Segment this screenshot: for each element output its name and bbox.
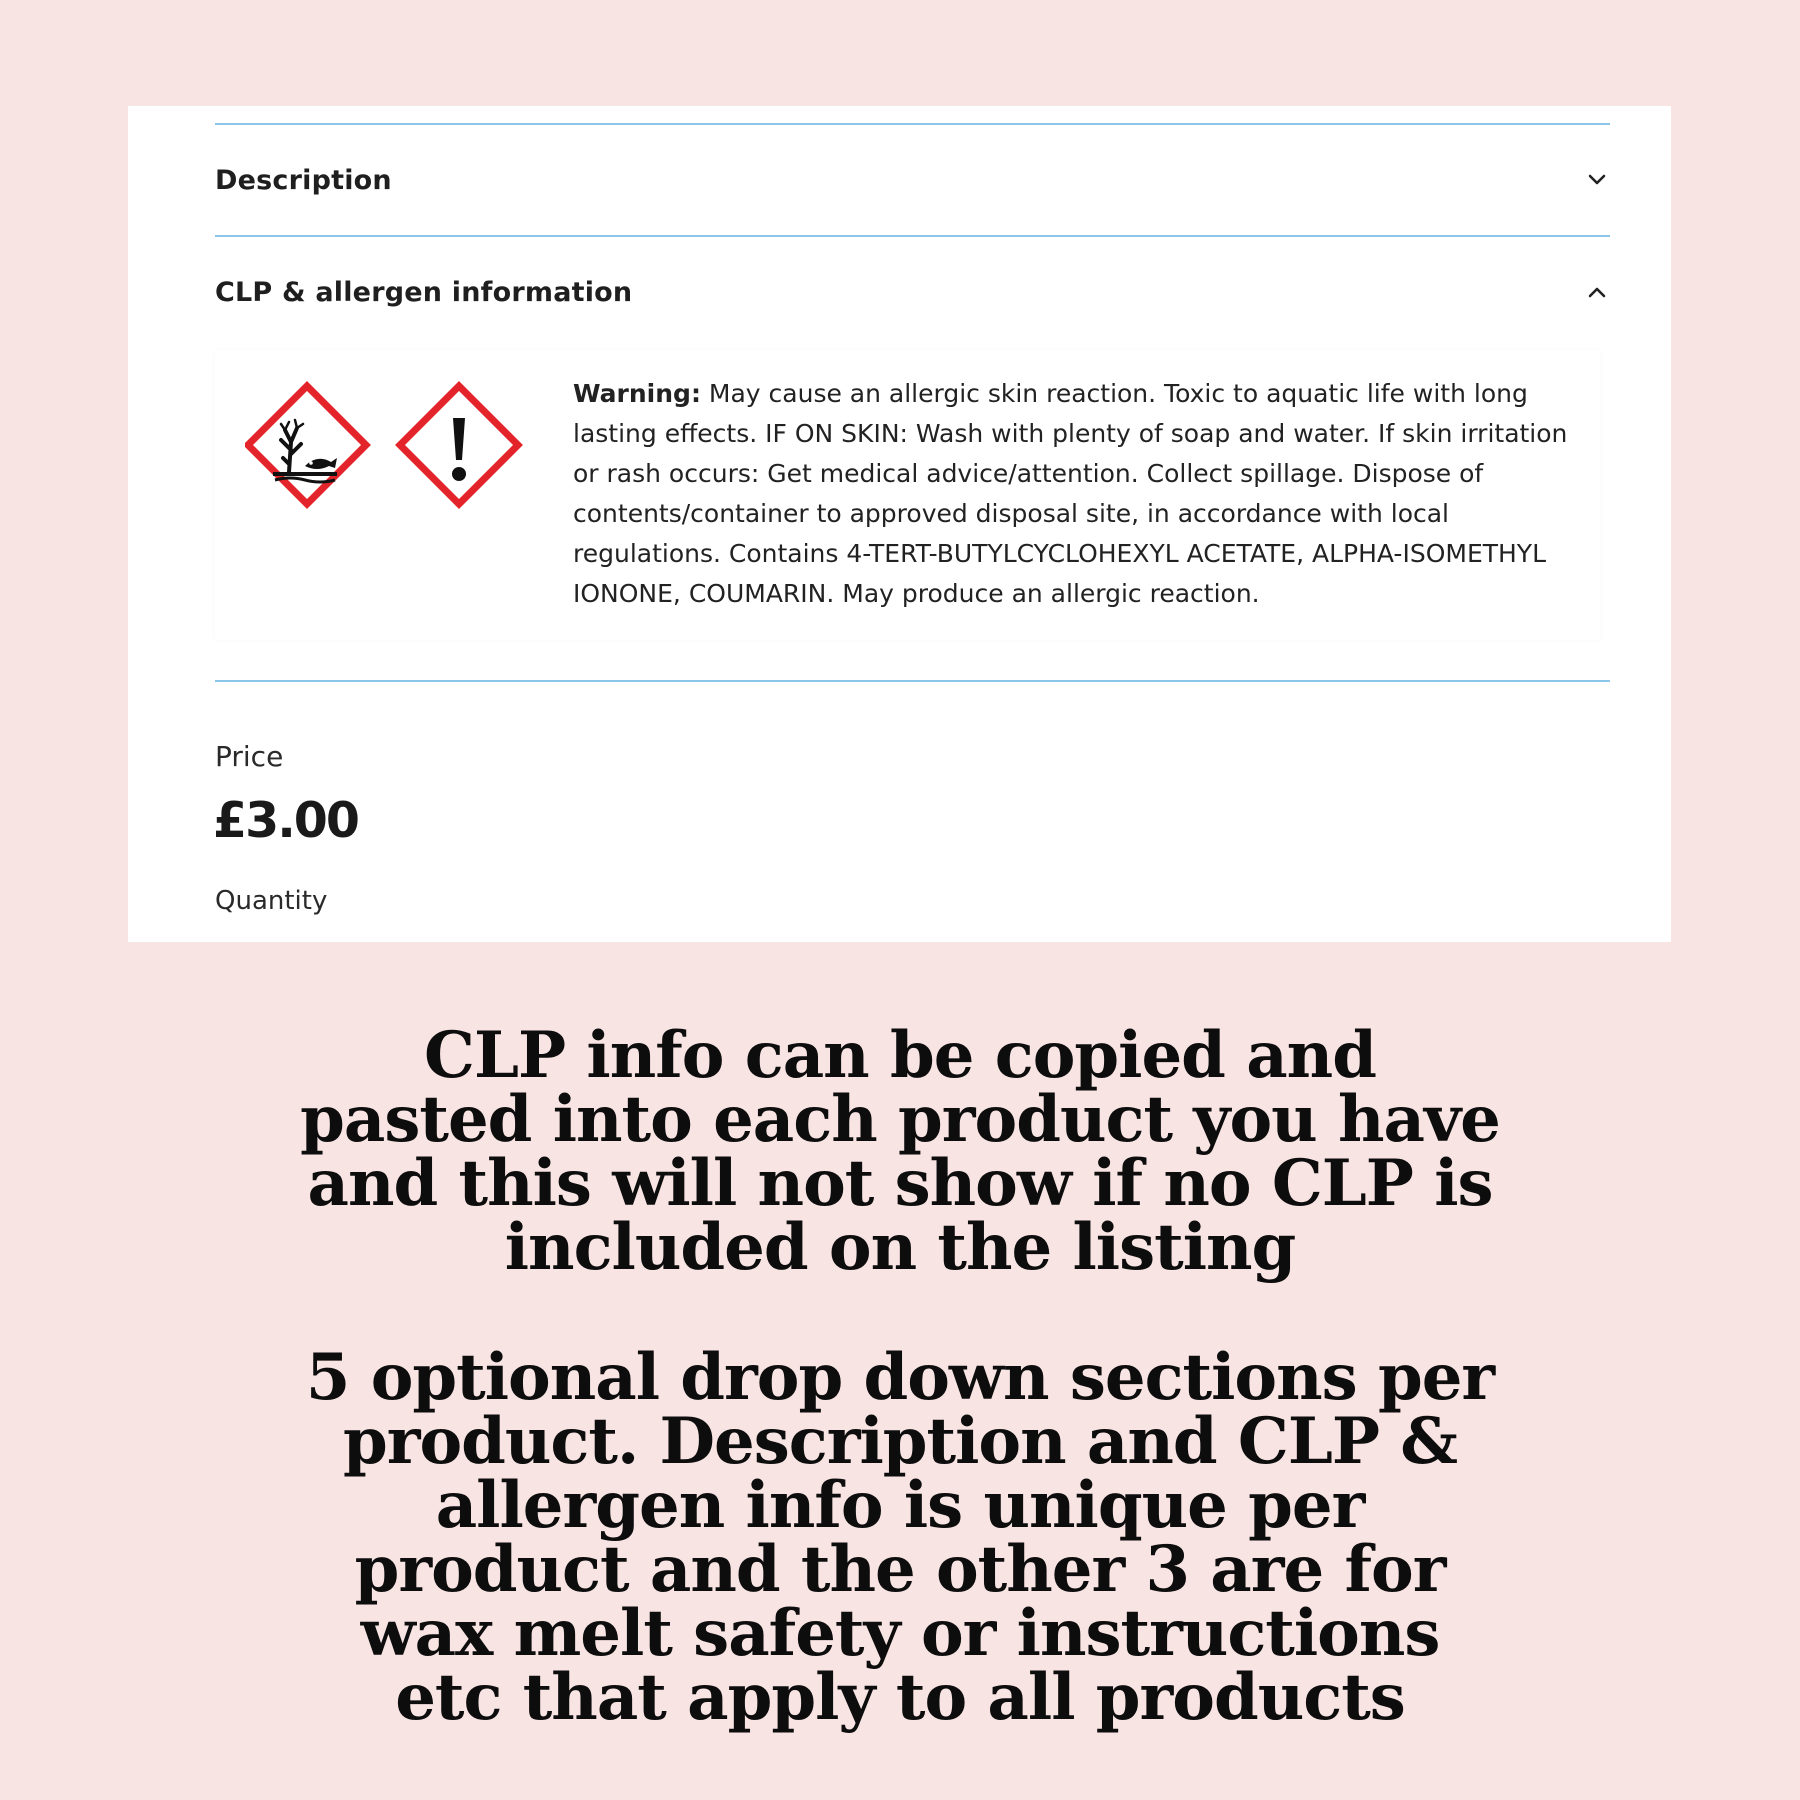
warning-label: Warning: xyxy=(573,379,701,408)
price-label: Price xyxy=(215,740,284,773)
warning-body: May cause an allergic skin reaction. Toxic to aquatic life with long lasting effects. IF ON SKIN: Wash with plenty of soap and water. If skin irritation or rash occurs: Get medical advice/attention. Collect spillage. Dispose of contents/container to approved disposal site, in accordance with local regulations. Contains 4-TERT-BUTYLCYCLOHEXYL ACETATE, ALPHA-ISOMETHYL IONONE, COUMARIN. May produce an allergic reaction. xyxy=(573,379,1568,608)
divider xyxy=(215,123,1610,125)
chevron-down-icon[interactable] xyxy=(1584,167,1610,193)
caption-clp-info: CLP info can be copied and pasted into each product you have and this will not show if no CLP is included on the listing xyxy=(300,1018,1500,1285)
product-details-card xyxy=(128,106,1671,942)
accordion-description-title: Description xyxy=(215,164,392,196)
accordion-clp[interactable] xyxy=(215,268,1610,316)
hazard-pictograms xyxy=(245,380,535,520)
chevron-up-icon[interactable] xyxy=(1584,279,1610,305)
accordion-description[interactable] xyxy=(215,156,1610,204)
caption-dropdown-sections: 5 optional drop down sections per product. Description and CLP & allergen info is unique per product and the other 3 are for wax melt safety or instructions etc that apply to all products xyxy=(305,1340,1495,1735)
divider xyxy=(215,680,1610,682)
divider xyxy=(215,235,1610,237)
quantity-label: Quantity xyxy=(215,886,328,916)
exclamation-hazard-icon xyxy=(400,386,518,504)
accordion-clp-title: CLP & allergen information xyxy=(215,276,633,308)
clp-panel xyxy=(215,350,1600,640)
price-value: £3.00 xyxy=(213,792,358,849)
environment-hazard-icon xyxy=(248,386,366,504)
clp-warning-text xyxy=(573,374,1588,614)
